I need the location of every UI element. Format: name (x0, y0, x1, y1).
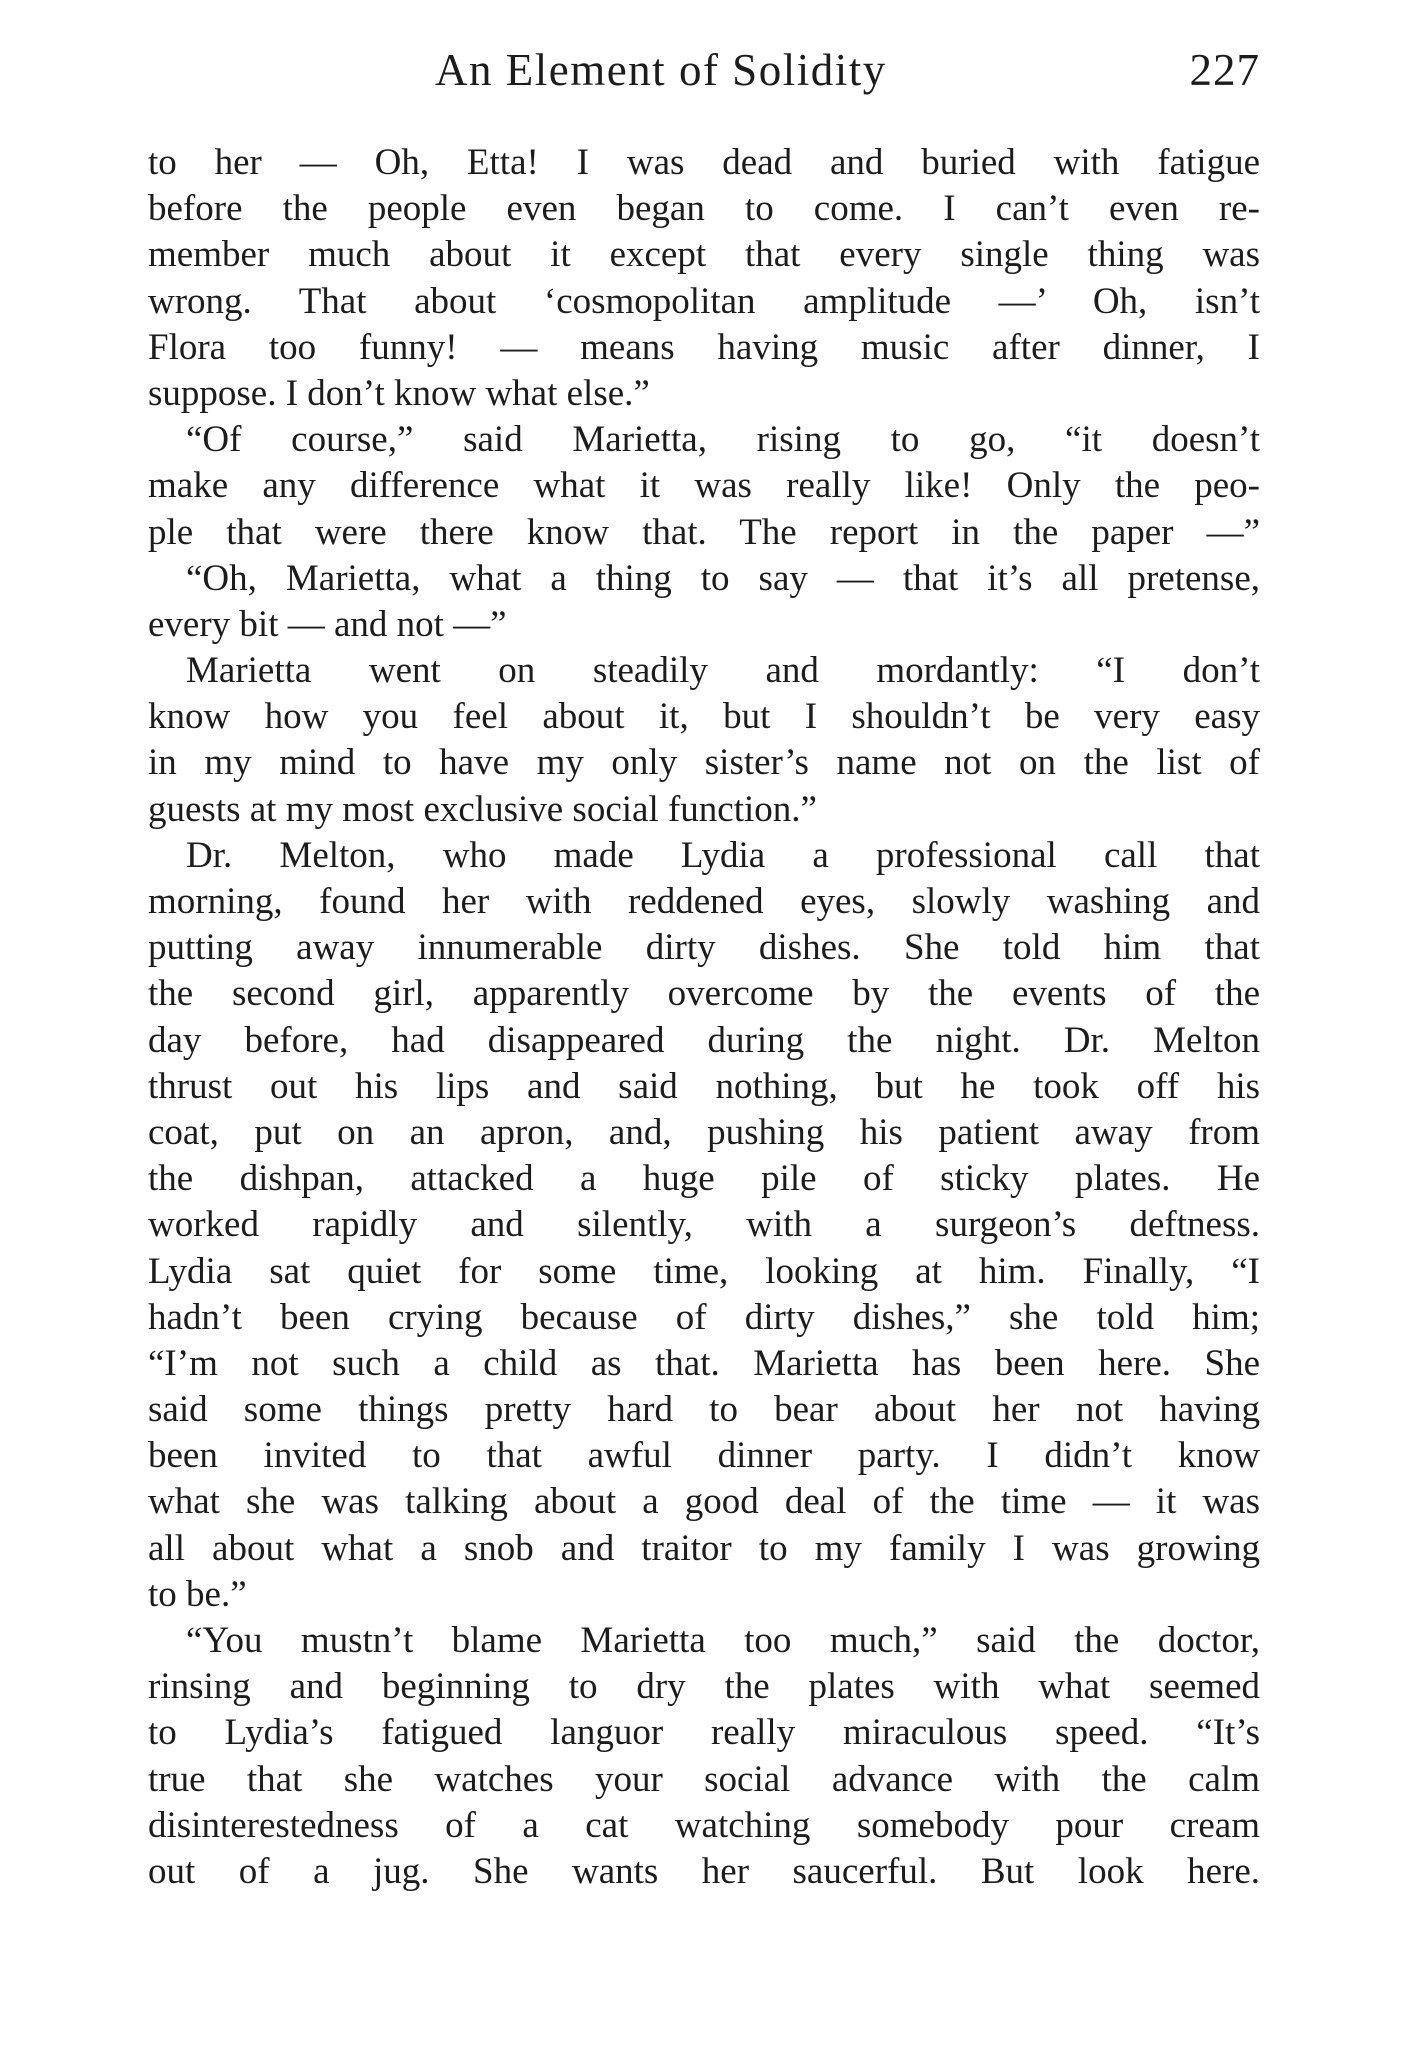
text-line: thrust out his lips and said nothing, but he took off his (148, 1065, 1260, 1107)
text-line: to her — Oh, Etta! I was dead and buried with fatigue (148, 142, 1260, 183)
text-line: make any difference what it was really like! Only the peo- (148, 465, 1260, 507)
page-number: 227 (1189, 45, 1260, 95)
text-line: said some things pretty hard to bear about her not having (148, 1389, 1260, 1431)
text-line: out of a jug. She wants her saucerful. But look here. (148, 1850, 1260, 1892)
text-line: hadn’t been crying because of dirty dishes,” she told him; (148, 1296, 1260, 1338)
text-line: worked rapidly and silently, with a surgeon’s deftness. (148, 1204, 1260, 1246)
text-line: “You mustn’t blame Marietta too much,” said the doctor, (186, 1620, 1260, 1661)
text-line: to be.” (148, 1573, 247, 1615)
text-line: guests at my most exclusive social function.” (148, 788, 817, 830)
text-line: ple that were there know that. The report in the paper —” (148, 511, 1260, 553)
text-line: Flora too funny! — means having music after dinner, I (148, 326, 1260, 368)
text-line: Dr. Melton, who made Lydia a professional call that (186, 834, 1260, 876)
text-line: the second girl, apparently overcome by the events of the (148, 973, 1260, 1015)
text-line: “I’m not such a child as that. Marietta has been here. She (148, 1342, 1260, 1384)
text-line: Marietta went on steadily and mordantly: “I don’t (186, 650, 1260, 692)
text-line: what she was talking about a good deal of the time — it was (148, 1481, 1260, 1523)
text-line: “Of course,” said Marietta, rising to go, “it doesn’t (186, 419, 1260, 461)
text-line: member much about it except that every single thing was (148, 234, 1260, 276)
text-line: true that she watches your social advance with the calm (148, 1758, 1260, 1800)
text-line: wrong. That about ‘cosmopolitan amplitude —’ Oh, isn’t (148, 280, 1260, 322)
text-line: coat, put on an apron, and, pushing his patient away from (148, 1111, 1260, 1153)
text-line: every bit — and not —” (148, 603, 507, 645)
text-line: to Lydia’s fatigued languor really miraculous speed. “It’s (148, 1712, 1260, 1754)
text-line: know how you feel about it, but I shouldn’t be very easy (148, 696, 1260, 738)
text-line: suppose. I don’t know what else.” (148, 372, 650, 414)
text-line: morning, found her with reddened eyes, slowly washing and (148, 881, 1260, 922)
text-line: disinterestedness of a cat watching somebody pour cream (148, 1804, 1260, 1846)
text-line: been invited to that awful dinner party. I didn’t know (148, 1435, 1260, 1477)
running-head (150, 44, 1260, 104)
text-line: putting away innumerable dirty dishes. She told him that (148, 927, 1260, 969)
text-line: day before, had disappeared during the night. Dr. Melton (148, 1019, 1260, 1061)
running-title: An Element of Solidity (435, 45, 887, 95)
text-line: the dishpan, attacked a huge pile of sticky plates. He (148, 1158, 1260, 1200)
body-text (148, 140, 1260, 1895)
text-line: “Oh, Marietta, what a thing to say — that it’s all pretense, (186, 557, 1260, 599)
text-line: in my mind to have my only sister’s name not on the list of (148, 742, 1260, 784)
text-line: before the people even began to come. I can’t even re- (148, 188, 1260, 230)
text-line: Lydia sat quiet for some time, looking at him. Finally, “I (148, 1250, 1260, 1292)
text-line: all about what a snob and traitor to my family I was growing (148, 1527, 1260, 1569)
text-line: rinsing and beginning to dry the plates with what seemed (148, 1666, 1260, 1708)
